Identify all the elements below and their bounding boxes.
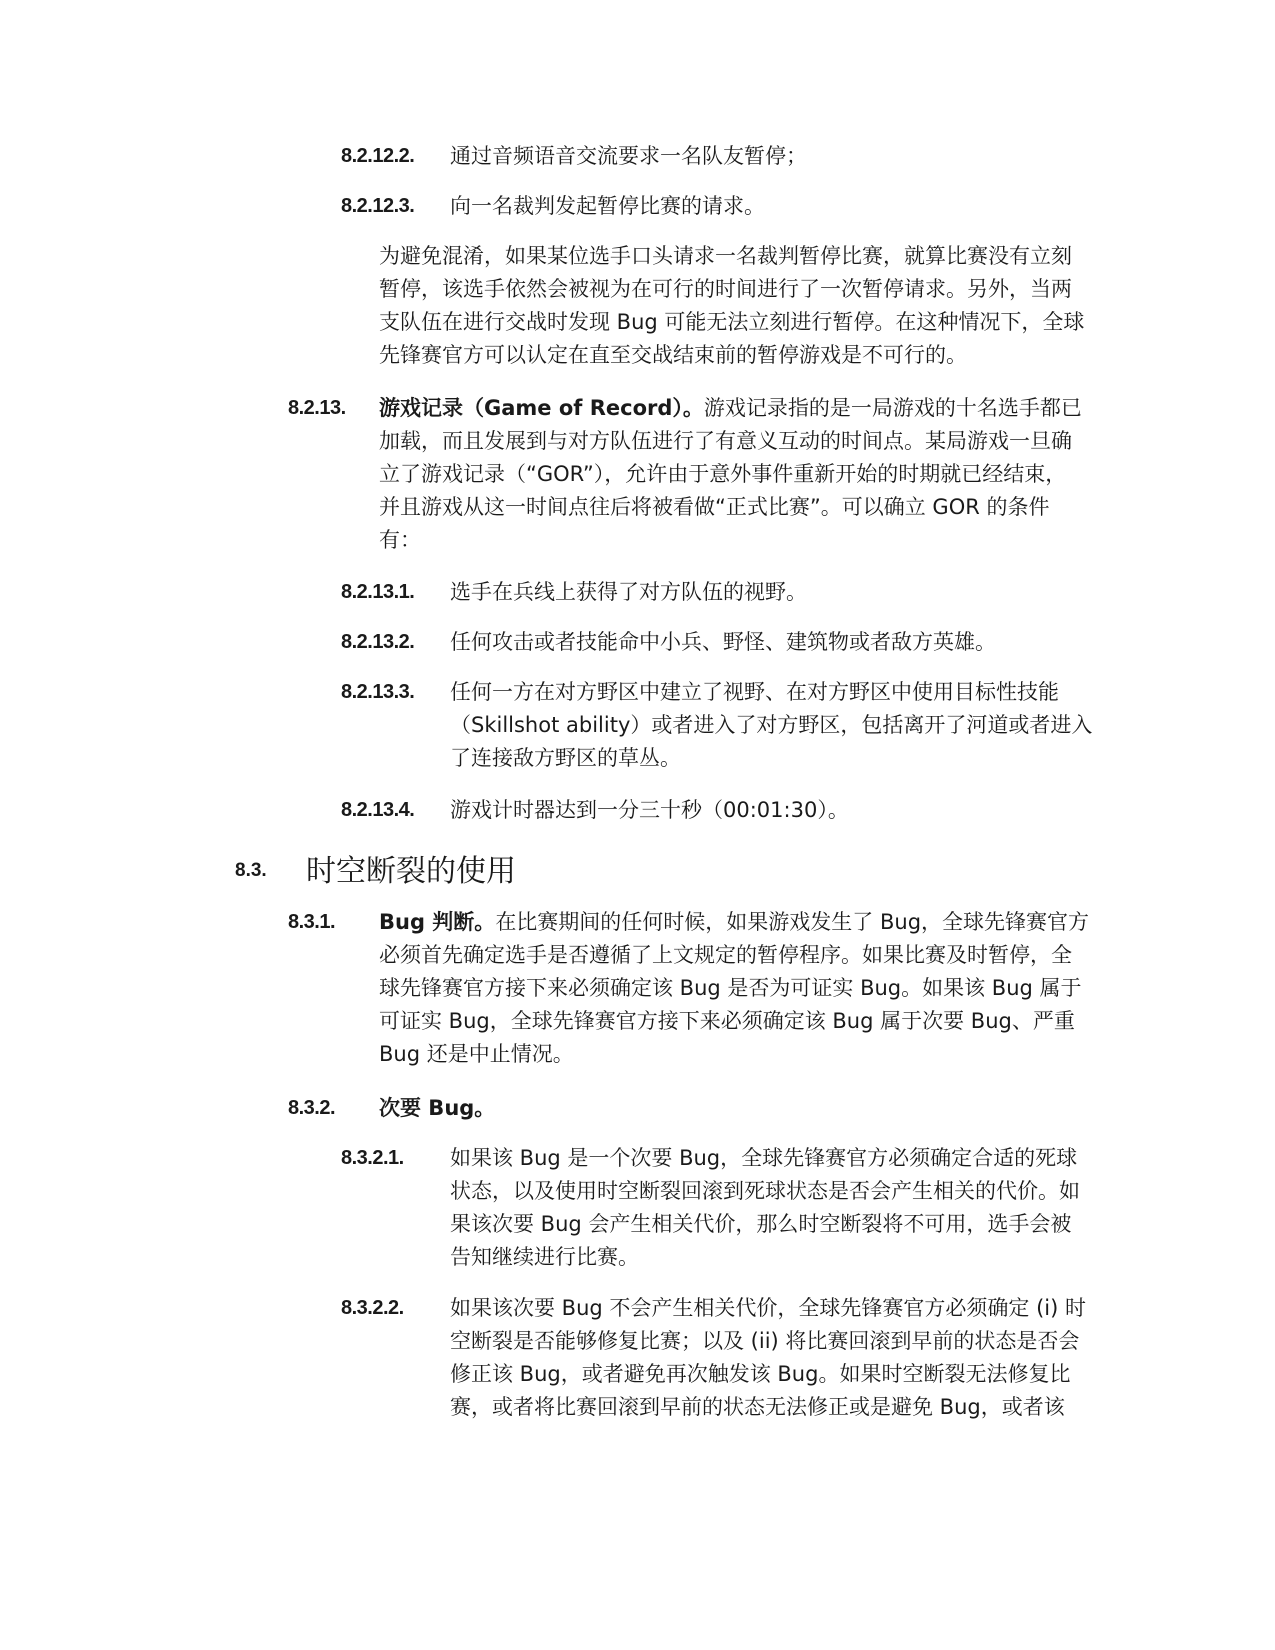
text-line: 球先锋赛官方接下来必须确定该 Bug 是否为可证实 Bug。如果该 Bug 属于: [379, 976, 1082, 1000]
clause-number: 8.3.2.2.: [341, 1297, 404, 1319]
text-line: 空断裂是否能够修复比赛；以及 (ii) 将比赛回滚到早前的状态是否会: [450, 1329, 1080, 1353]
text-line: 先锋赛官方可以认定在直至交战结束前的暂停游戏是不可行的。: [379, 343, 967, 367]
clause-number: 8.3.2.: [288, 1097, 336, 1119]
text-line: 可证实 Bug，全球先锋赛官方接下来必须确定该 Bug 属于次要 Bug、严重: [379, 1009, 1075, 1033]
text-line: 任何攻击或者技能命中小兵、野怪、建筑物或者敌方英雄。: [450, 630, 996, 654]
clause-title: 游戏记录（Game of Record）。: [379, 396, 704, 420]
text-line: 状态，以及使用时空断裂回滚到死球状态是否会产生相关的代价。如: [450, 1179, 1080, 1203]
clause-text: [450, 190, 765, 223]
clause-text: [379, 906, 1089, 1071]
clause-text: [379, 1092, 495, 1125]
clause-text: [450, 794, 849, 827]
text-line: 并且游戏从这一时间点往后将被看做“正式比赛”。可以确立 GOR 的条件: [379, 495, 1050, 519]
clause-text: [450, 140, 807, 173]
clause-number: 8.2.13.3.: [341, 681, 415, 703]
clause-text: [379, 392, 1082, 557]
clause-number: 8.3.1.: [288, 911, 336, 933]
section-number: 8.3.: [235, 860, 267, 881]
text-line: 必须首先确定选手是否遵循了上文规定的暂停程序。如果比赛及时暂停，全: [379, 943, 1072, 967]
text-line: 任何一方在对方野区中建立了视野、在对方野区中使用目标性技能: [450, 680, 1059, 704]
text-line: 为避免混淆，如果某位选手口头请求一名裁判暂停比赛，就算比赛没有立刻: [379, 244, 1072, 268]
text-line: 如果该 Bug 是一个次要 Bug，全球先锋赛官方必须确定合适的死球: [450, 1146, 1078, 1170]
clause-text: [450, 1292, 1086, 1424]
text-line: 立了游戏记录（“GOR”），允许由于意外事件重新开始的时期就已经结束，: [379, 462, 1067, 486]
clause-title: Bug 判断。: [379, 910, 496, 934]
note-paragraph: [379, 240, 1084, 372]
clause-number: 8.2.13.4.: [341, 799, 415, 821]
clause-number: 8.2.13.: [288, 397, 346, 419]
clause-text: [450, 1142, 1080, 1274]
text-line: 如果该次要 Bug 不会产生相关代价，全球先锋赛官方必须确定 (i) 时: [450, 1296, 1086, 1320]
text-line: 修正该 Bug，或者避免再次触发该 Bug。如果时空断裂无法修复比: [450, 1362, 1071, 1386]
clause-text: [450, 626, 996, 659]
text-line: 了连接敌方野区的草丛。: [450, 746, 681, 770]
text-line: 游戏记录指的是一局游戏的十名选手都已: [703, 396, 1082, 420]
text-line: （Skillshot ability）或者进入了对方野区，包括离开了河道或者进入: [450, 713, 1093, 737]
text-line: 告知继续进行比赛。: [450, 1245, 639, 1269]
text-line: 通过音频语音交流要求一名队友暂停；: [450, 144, 807, 168]
text-line: 有：: [379, 528, 421, 552]
text-line: 选手在兵线上获得了对方队伍的视野。: [450, 580, 807, 604]
text-line: 向一名裁判发起暂停比赛的请求。: [450, 194, 765, 218]
text-line: 加载，而且发展到与对方队伍进行了有意义互动的时间点。某局游戏一旦确: [379, 429, 1072, 453]
text-line: Bug 还是中止情况。: [379, 1042, 574, 1066]
section-heading: 时空断裂的使用: [306, 854, 516, 889]
clause-number: 8.2.12.3.: [341, 195, 415, 217]
clause-number: 8.2.13.2.: [341, 631, 415, 653]
clause-text: [450, 676, 1092, 775]
text-line: 支队伍在进行交战时发现 Bug 可能无法立刻进行暂停。在这种情况下，全球: [379, 310, 1085, 334]
text-line: 赛，或者将比赛回滚到早前的状态无法修正或是避免 Bug，或者该: [450, 1395, 1065, 1419]
clause-number: 8.2.12.2.: [341, 145, 415, 167]
clause-text: [450, 576, 807, 609]
clause-title: 次要 Bug。: [379, 1096, 496, 1120]
text-line: 游戏计时器达到一分三十秒（00:01:30）。: [450, 798, 849, 822]
text-line: 在比赛期间的任何时候，如果游戏发生了 Bug，全球先锋赛官方: [495, 910, 1090, 934]
clause-number: 8.2.13.1.: [341, 581, 415, 603]
text-line: 暂停，该选手依然会被视为在可行的时间进行了一次暂停请求。另外，当两: [379, 277, 1072, 301]
clause-number: 8.3.2.1.: [341, 1147, 404, 1169]
text-line: 果该次要 Bug 会产生相关代价，那么时空断裂将不可用，选手会被: [450, 1212, 1072, 1236]
